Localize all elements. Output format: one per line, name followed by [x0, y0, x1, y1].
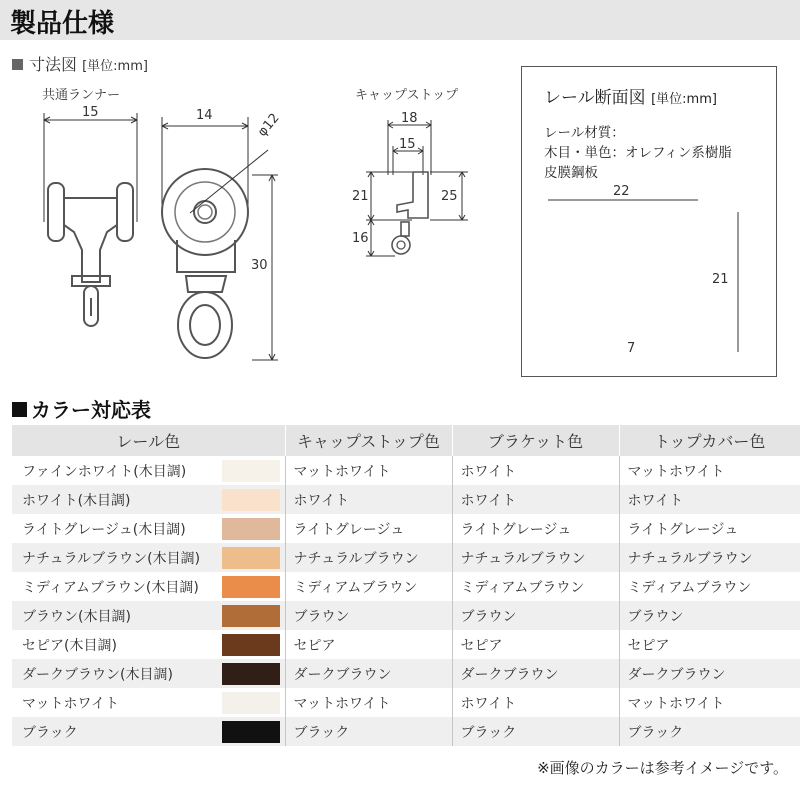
color-swatch	[222, 547, 280, 569]
color-swatch	[222, 605, 280, 627]
top-cover-color-cell: ホワイト	[619, 485, 800, 514]
swatch-cell	[212, 717, 285, 746]
table-row	[12, 717, 800, 746]
bracket-color-cell: ミディアムブラウン	[452, 572, 619, 601]
table-row	[12, 601, 800, 630]
color-swatch	[222, 576, 280, 598]
table-row	[12, 485, 800, 514]
runner-depth-dim: 14	[196, 108, 213, 123]
rail-color-cell: ブラウン(木目調)	[12, 601, 212, 630]
swatch-cell	[212, 543, 285, 572]
table-row	[12, 688, 800, 717]
heading-square-icon	[12, 402, 27, 417]
color-swatch	[222, 692, 280, 714]
rail-section-unit: [単位:mm]	[651, 92, 717, 107]
cap-stop-color-cell: ブラック	[285, 717, 452, 746]
swatch-cell	[212, 630, 285, 659]
top-cover-color-cell: ブラック	[619, 717, 800, 746]
table-row	[12, 514, 800, 543]
rail-color-cell: セピア(木目調)	[22, 637, 117, 654]
swatch-cell	[212, 485, 285, 514]
rail-color-cell: ナチュラルブラウン(木目調)	[12, 543, 212, 572]
table-row	[12, 659, 800, 688]
rail-color-cell: ダークブラウン(木目調)	[12, 659, 212, 688]
rail-material-label: レール材質：	[544, 125, 625, 141]
cap-stop-color-cell: ブラウン	[285, 601, 452, 630]
swatch-cell	[212, 659, 285, 688]
color-swatch	[222, 518, 280, 540]
rail-color-cell: ライトグレージュ(木目調)	[22, 521, 186, 538]
rail-material-line2: 皮膜鋼板	[544, 165, 598, 181]
rail-section-box	[521, 66, 777, 377]
top-cover-color-cell: ナチュラルブラウン	[619, 543, 800, 572]
dimensions-title: 寸法図	[29, 55, 78, 74]
table-row	[12, 572, 800, 601]
bracket-color-cell: ホワイト	[452, 688, 619, 717]
cap-stop-dim-15: 15	[399, 137, 416, 152]
runner-side-drawing	[44, 113, 137, 326]
runner-diameter-dim: φ12	[255, 110, 283, 140]
page-title: 製品仕様	[10, 9, 115, 39]
top-cover-color-cell: ダークブラウン	[619, 659, 800, 688]
color-swatch	[222, 489, 280, 511]
runner-front-drawing	[162, 117, 278, 360]
bracket-color-cell: ブラウン	[452, 601, 619, 630]
bracket-color-cell: ライトグレージュ	[452, 514, 619, 543]
runner-height-dim: 30	[251, 258, 268, 273]
cap-stop-color-cell: ダークブラウン	[285, 659, 452, 688]
rail-color-cell: ファインホワイト(木目調)	[22, 463, 187, 480]
cap-stop-dim-16: 16	[352, 231, 369, 246]
header-bracket-color: ブラケット色	[452, 425, 619, 456]
top-cover-color-cell: ミディアムブラウン	[619, 572, 800, 601]
table-row	[12, 456, 800, 485]
rail-color-cell: ミディアムブラウン(木目調)	[22, 579, 199, 596]
swatch-cell	[212, 514, 285, 543]
cap-stop-dim-18: 18	[401, 111, 418, 126]
cap-stop-color-cell: ナチュラルブラウン	[285, 543, 452, 572]
header-rail-color: レール色	[12, 425, 285, 456]
rail-section-heading	[544, 83, 717, 108]
rail-material	[544, 123, 732, 183]
cap-stop-color-cell: マットホワイト	[285, 456, 452, 485]
cap-stop-color-cell: ミディアムブラウン	[285, 572, 452, 601]
color-swatch	[222, 663, 280, 685]
cap-stop-color-cell: ホワイト	[285, 485, 452, 514]
swatch-cell	[212, 601, 285, 630]
cap-stop-color-cell: マットホワイト	[285, 688, 452, 717]
swatch-cell	[212, 572, 285, 601]
top-cover-color-cell: セピア	[619, 630, 800, 659]
top-cover-color-cell: ライトグレージュ	[619, 514, 800, 543]
rail-color-cell: ホワイト(木目調)	[12, 485, 212, 514]
header-cap-stop-color: キャップストップ色	[285, 425, 452, 456]
rail-color-cell: マットホワイト	[22, 695, 120, 712]
bracket-color-cell: ホワイト	[452, 456, 619, 485]
color-table-title: カラー対応表	[31, 398, 151, 422]
top-cover-color-cell: マットホワイト	[619, 688, 800, 717]
rail-section-title: レール断面図	[544, 88, 646, 108]
rail-dim-7: 7	[627, 341, 636, 356]
cap-stop-color-cell: ライトグレージュ	[285, 514, 452, 543]
color-table-header-row	[12, 425, 800, 456]
top-cover-color-cell: ブラウン	[619, 601, 800, 630]
runner-label: 共通ランナー	[42, 88, 121, 103]
top-cover-color-cell: マットホワイト	[619, 456, 800, 485]
color-table-heading	[12, 394, 151, 423]
cap-stop-dim-21: 21	[352, 189, 369, 204]
swatch-cell	[212, 688, 285, 717]
bracket-color-cell: セピア	[452, 630, 619, 659]
header-top-cover-color: トップカバー色	[619, 425, 800, 456]
bracket-color-cell: ホワイト	[452, 485, 619, 514]
color-swatch	[222, 460, 280, 482]
color-swatch	[222, 721, 280, 743]
bracket-color-cell: ダークブラウン	[452, 659, 619, 688]
color-table	[12, 425, 800, 746]
bracket-color-cell: ナチュラルブラウン	[452, 543, 619, 572]
rail-dim-22: 22	[613, 184, 630, 199]
runner-width-dim: 15	[82, 105, 99, 120]
rail-dim-21: 21	[712, 272, 729, 287]
rail-material-line1: 木目・単色：オレフィン系樹脂	[544, 145, 732, 161]
table-row	[12, 543, 800, 572]
bracket-color-cell: ブラック	[452, 717, 619, 746]
cap-stop-drawing	[366, 120, 468, 256]
cap-stop-dim-25: 25	[441, 189, 458, 204]
color-swatch	[222, 634, 280, 656]
cap-stop-label: キャップストップ	[355, 88, 459, 103]
footnote: ※画像のカラーは参考イメージです。	[537, 759, 788, 777]
dimensions-unit: [単位:mm]	[82, 59, 148, 74]
swatch-cell	[212, 456, 285, 485]
rail-color-cell: ブラック	[12, 717, 212, 746]
table-row	[12, 630, 800, 659]
cap-stop-color-cell: セピア	[285, 630, 452, 659]
